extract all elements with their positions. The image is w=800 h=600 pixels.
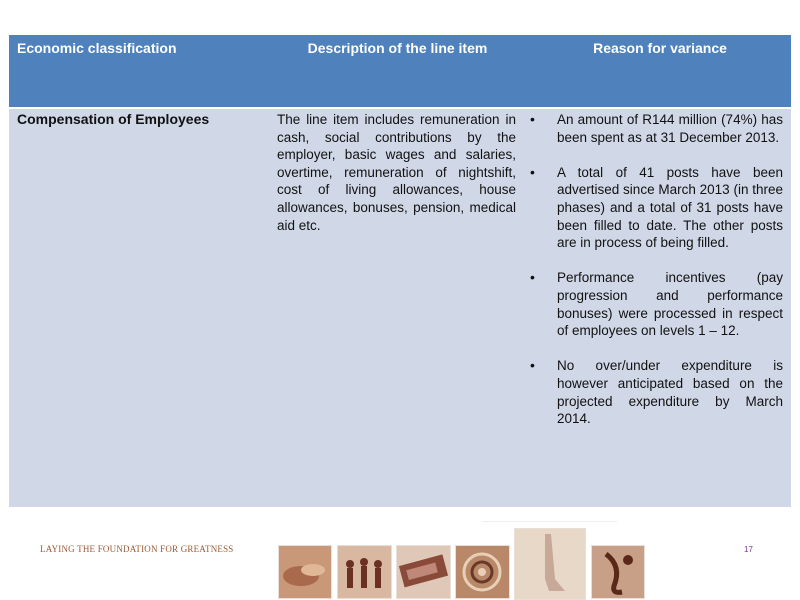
film-photo <box>396 545 451 599</box>
bullet-icon: • <box>530 163 535 180</box>
pattern-photo <box>455 545 510 599</box>
reason-text: Performance incentives (pay progression and performance bonuses) were processed in respect of employees on levels 1 – 12. <box>557 270 783 339</box>
reason-item <box>528 357 783 427</box>
cell-reasons <box>528 111 783 445</box>
reason-text: An amount of R144 million (74%) has been spent as at 31 December 2013. <box>557 112 783 145</box>
dancers-photo <box>337 545 392 599</box>
bullet-icon: • <box>530 269 535 286</box>
photo-frame-outline <box>482 521 617 522</box>
reason-text: No over/under expenditure is however anticipated based on the projected expenditure by March 2014. <box>557 358 783 427</box>
header-description: Description of the line item <box>307 40 488 56</box>
hands-photo <box>278 545 332 599</box>
reason-item <box>528 111 783 146</box>
reason-item <box>528 164 783 252</box>
table-header-row <box>9 35 791 109</box>
reason-text: A total of 41 posts have been advertised since March 2013 (in three phases) and a total of 31 posts have been filled to date. The other posts are in process of being filled. <box>557 164 783 251</box>
bullet-icon: • <box>530 357 535 374</box>
ballet-photo <box>514 528 586 600</box>
bullet-icon: • <box>530 111 535 127</box>
cell-description: The line item includes remuneration in cash, social contributions by the employer, basic wages and salaries, overtime, remuneration of nightshift, cost of living allowances, house allowances, bonuses, pension, medical aid etc. <box>277 112 516 233</box>
page-number: 17 <box>744 545 753 554</box>
saxophone-photo <box>591 545 645 599</box>
header-reason-for-variance: Reason for variance <box>593 40 727 56</box>
cell-classification: Compensation of Employees <box>17 111 210 127</box>
header-economic-classification: Economic classification <box>17 40 177 56</box>
reason-item <box>528 269 783 339</box>
footer-tagline: LAYING THE FOUNDATION FOR GREATNESS <box>40 544 234 554</box>
variance-table <box>9 35 791 507</box>
